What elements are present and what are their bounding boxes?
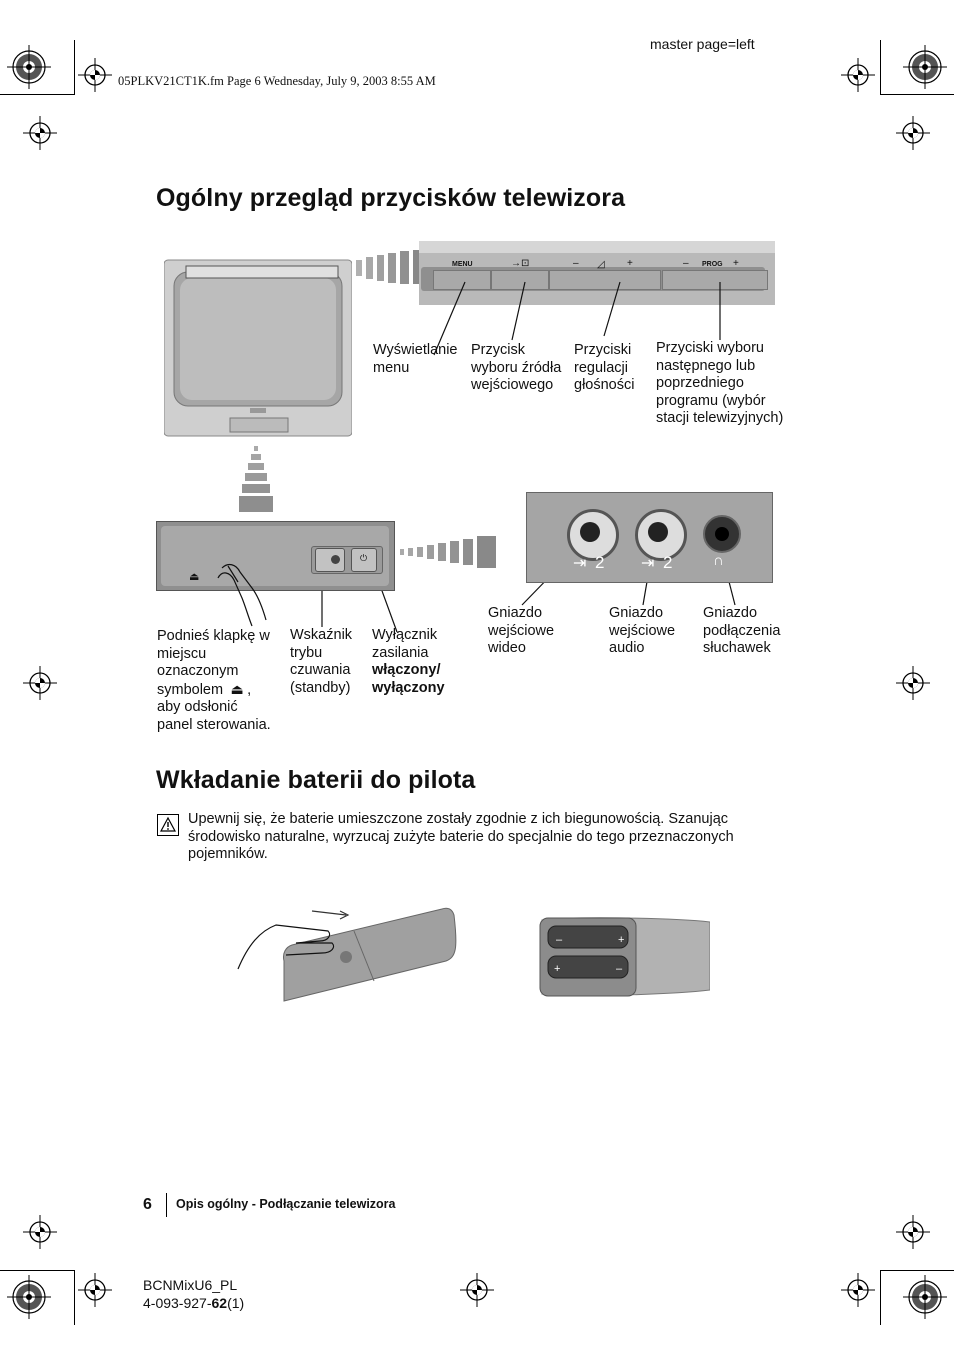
callout-power-bold: włączony/ wyłączony [372, 662, 445, 696]
menu-label: MENU [452, 261, 473, 268]
footer-divider [166, 1193, 167, 1217]
remote-batteries-image [536, 914, 710, 1000]
jack-panel-image [526, 492, 773, 583]
standby-indicator [315, 548, 345, 572]
zoom-connector-right [400, 536, 496, 568]
input-icon: →⊡ [511, 258, 530, 269]
flap-raise-icon: ⏏ [230, 680, 244, 697]
callout-flap-part1: Podnieś klapkę w miejscu oznaczonym symbolem [157, 628, 270, 698]
power-switch[interactable]: ⏻ [351, 548, 377, 572]
callout-video-jack: Gniazdo wejściowe wideo [488, 605, 555, 656]
callout-standby: Wskaźnik trybu czuwania (standby) [290, 627, 353, 696]
page-number: 6 [143, 1196, 152, 1213]
svg-text:–: – [616, 963, 623, 975]
callout-power-prefix: Wyłącznik zasilania [372, 627, 438, 661]
zoom-connector-down [238, 446, 274, 512]
warning-icon [157, 814, 179, 836]
footer-chapter: Opis ogólny - Podłączanie telewizora [176, 1197, 396, 1211]
audio-jack-number: 2 [663, 553, 673, 572]
svg-text:+: + [618, 934, 625, 946]
callout-headphone-jack: Gniazdo podłączenia słuchawek [703, 605, 781, 656]
svg-text:–: – [556, 934, 563, 946]
callout-flap-part2: , aby odsłonić panel sterowania. [157, 681, 271, 733]
prog-minus-label: – [683, 258, 689, 269]
svg-text:+: + [554, 963, 561, 975]
prog-label: PROG [702, 261, 723, 268]
remote-open-image [236, 905, 460, 1015]
headphones-icon: ∩ [713, 552, 724, 569]
battery-warning-text: Upewnij się, że baterie umieszczone zostały zgodnie z ich biegunowością. Szanując środowisko naturalne, wyrzucaj zużyte baterie do specjalnie do tego przeznaczonych pojemników. [188, 811, 734, 862]
section-title-batteries: Wkładanie baterii do pilota [156, 766, 476, 794]
callout-menu: Wyświetlanie menu [373, 342, 458, 376]
callout-power [372, 627, 445, 697]
callout-prog: Przyciski wyboru następnego lub poprzedniego programu (wybór stacji telewizyjnych) [656, 340, 784, 426]
flap-symbol-icon: ⏏ [189, 571, 200, 583]
volume-icon: ◿ [597, 259, 605, 270]
headphone-jack[interactable] [703, 515, 741, 553]
control-panel-image [156, 521, 395, 591]
section-title-overview: Ogólny przegląd przycisków telewizora [156, 184, 626, 212]
doc-code-suffix: (1) [227, 1295, 245, 1311]
callout-volume: Przyciski regulacji głośności [574, 342, 635, 393]
file-info: 05PLKV21CT1K.fm Page 6 Wednesday, July 9, 2003 8:55 AM [118, 74, 436, 88]
callout-audio-jack: Gniazdo wejściowe audio [609, 605, 676, 656]
audio-input-icon: ⇥ [641, 555, 655, 572]
master-page-label: master page=left [650, 36, 755, 52]
video-input-icon: ⇥ [573, 555, 587, 572]
callout-input: Przycisk wyboru źródła wejściowego [471, 342, 562, 393]
prog-plus-label: + [733, 258, 739, 269]
doc-code-line2 [143, 1294, 244, 1312]
doc-code-bold: 62 [211, 1295, 228, 1311]
doc-code-prefix: 4-093-927- [143, 1295, 212, 1311]
hand-icon [212, 558, 272, 628]
volume-minus-label: – [573, 258, 579, 269]
callout-flap [157, 628, 287, 734]
volume-plus-label: + [627, 258, 633, 269]
doc-code [143, 1276, 244, 1312]
doc-code-line1: BCNMixU6_PL [143, 1277, 238, 1293]
video-jack-number: 2 [595, 553, 605, 572]
